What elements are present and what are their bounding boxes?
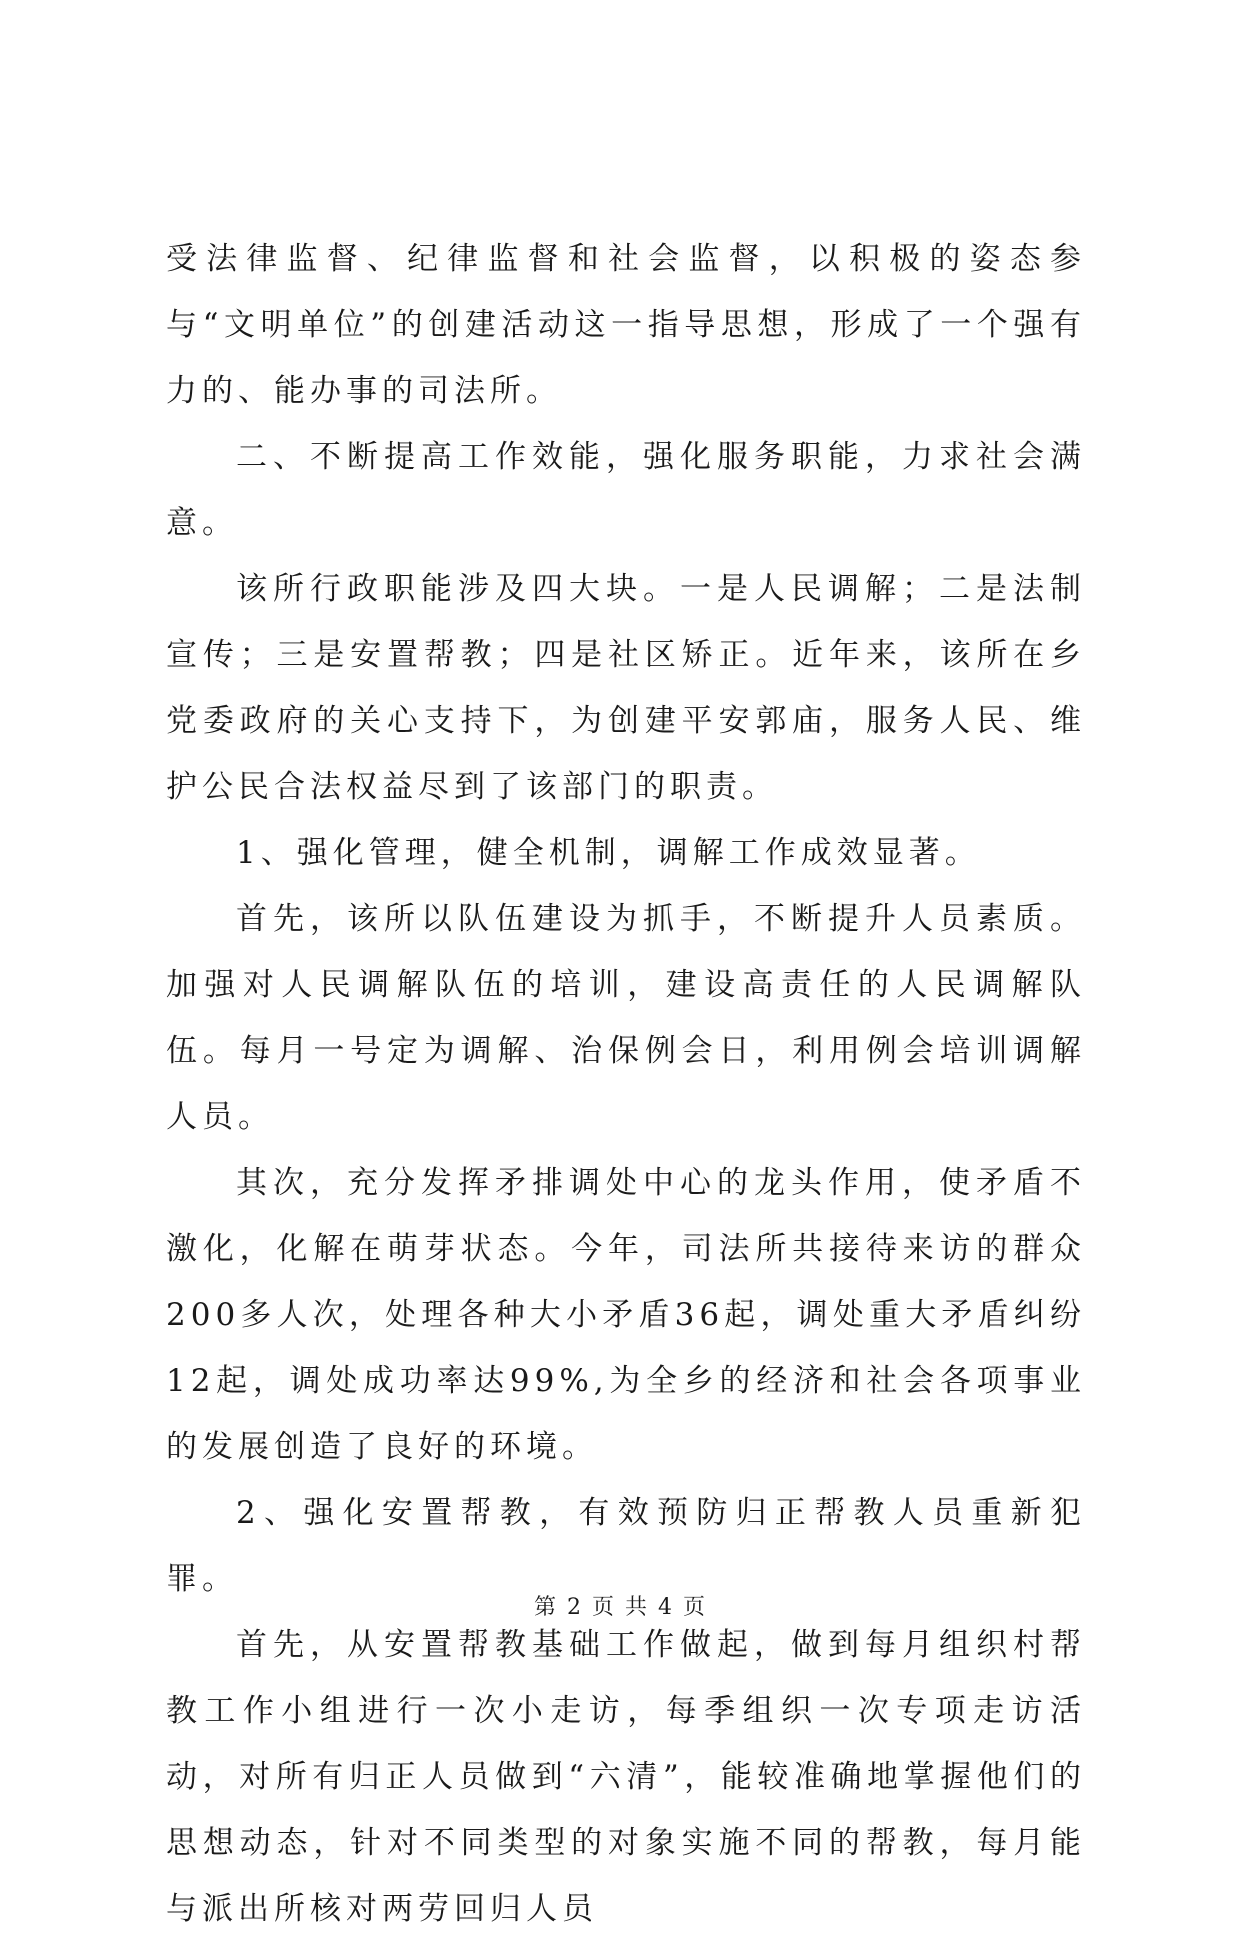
paragraph-3: 该所行政职能涉及四大块。一是人民调解；二是法制宣传；三是安置帮教；四是社区矫正。近年来，该所在乡党委政府的关心支持下，为创建平安郭庙，服务人民、维护公民合法权益尽到了该部门的职责。	[166, 571, 1086, 805]
page-footer: 第 2 页 共 4 页	[534, 1595, 707, 1620]
paragraph-5: 首先，该所以队伍建设为抓手，不断提升人员素质。加强对人民调解队伍的培训，建设高责任的人民调解队伍。每月一号定为调解、治保例会日，利用例会培训调解人员。	[166, 901, 1086, 1135]
paragraph-6: 其次，充分发挥矛排调处中心的龙头作用，使矛盾不激化，化解在萌芽状态。今年，司法所共接待来访的群众200多人次，处理各种大小矛盾36起，调处重大矛盾纠纷12起，调处成功率达99%,为全乡的经济和社会各项事业的发展创造了良好的环境。	[166, 1165, 1086, 1465]
paragraph-1: 受法律监督、纪律监督和社会监督，以积极的姿态参与“文明单位”的创建活动这一指导思想，形成了一个强有力的、能办事的司法所。	[166, 241, 1086, 409]
paragraph-8: 首先，从安置帮教基础工作做起，做到每月组织村帮教工作小组进行一次小走访，每季组织一次专项走访活动，对所有归正人员做到“六清”，能较准确地掌握他们的思想动态，针对不同类型的对象实施不同的帮教，每月能与派出所核对两劳回归人员	[166, 1627, 1086, 1927]
subheading-1: 1、强化管理，健全机制，调解工作成效显著。	[236, 835, 981, 871]
document-body	[166, 226, 1086, 1942]
subheading-2: 2、强化安置帮教，有效预防归正帮教人员重新犯罪。	[166, 1495, 1086, 1597]
section-heading-2: 二、不断提高工作效能，强化服务职能，力求社会满意。	[166, 439, 1086, 541]
